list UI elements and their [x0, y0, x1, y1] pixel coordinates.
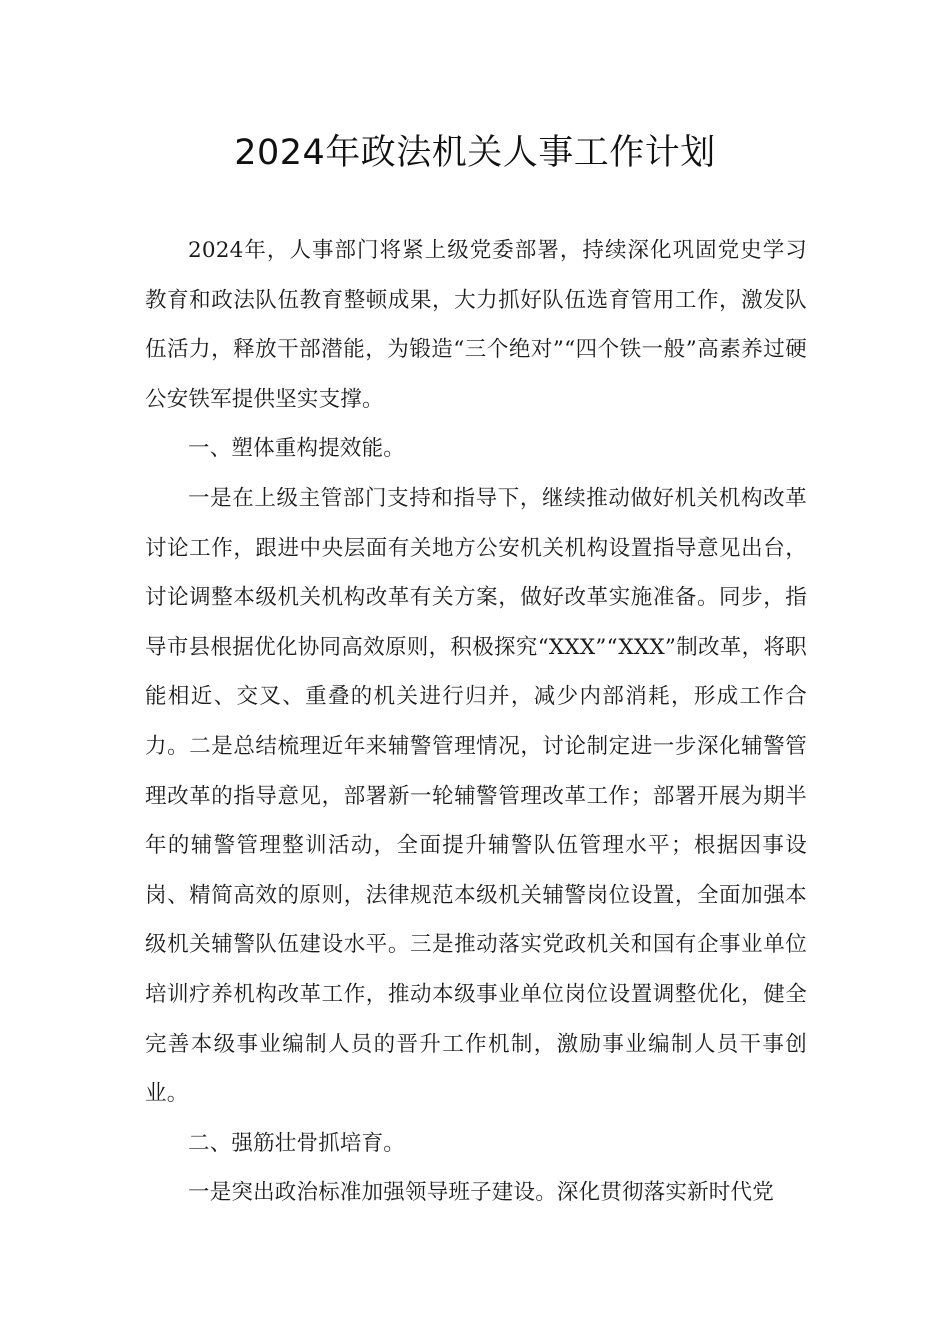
paragraph-intro: 2024年，人事部门将紧上级党委部署，持续深化巩固党史学习教育和政法队伍教育整顿成果，大力抓好队伍选育管用工作，激发队伍活力，释放干部潜能，为锻造“三个绝对”“四个铁一般”高素养过硬公安铁军提供坚实支撑。	[145, 238, 807, 412]
paragraph-section-1: 一是在上级主管部门支持和指导下，继续推动做好机关机构改革讨论工作，跟进中央层面有关地方公安机关机构设置指导意见出台，讨论调整本级机关机构改革有关方案，做好改革实施准备。同步，指导市县根据优化协同高效原则，积极探究“XXX”“XXX”制改革，将职能相近、交叉、重叠的机关进行归并，减少内部消耗，形成工作合力。二是总结梳理近年来辅警管理情况，讨论制定进一步深化辅警管理改革的指导意见，部署新一轮辅警管理改革工作；部署开展为期半年的辅警管理整训活动，全面提升辅警队伍管理水平；根据因事设岗、精简高效的原则，法律规范本级机关辅警岗位设置，全面加强本级机关辅警队伍建设水平。三是推动落实党政机关和国有企事业单位培训疗养机构改革工作，推动本级事业单位岗位设置调整优化，健全完善本级事业编制人员的晋升工作机制，激励事业编制人员干事创业。	[145, 485, 807, 1107]
document-body	[145, 226, 807, 1218]
document-title: 2024年政法机关人事工作计划	[234, 133, 716, 173]
section-heading-2: 二、强筋壮骨抓培育。	[188, 1130, 406, 1156]
section-heading-1: 一、塑体重构提效能。	[188, 436, 406, 462]
paragraph-section-2: 一是突出政治标准加强领导班子建设。深化贯彻落实新时代党	[188, 1180, 774, 1206]
